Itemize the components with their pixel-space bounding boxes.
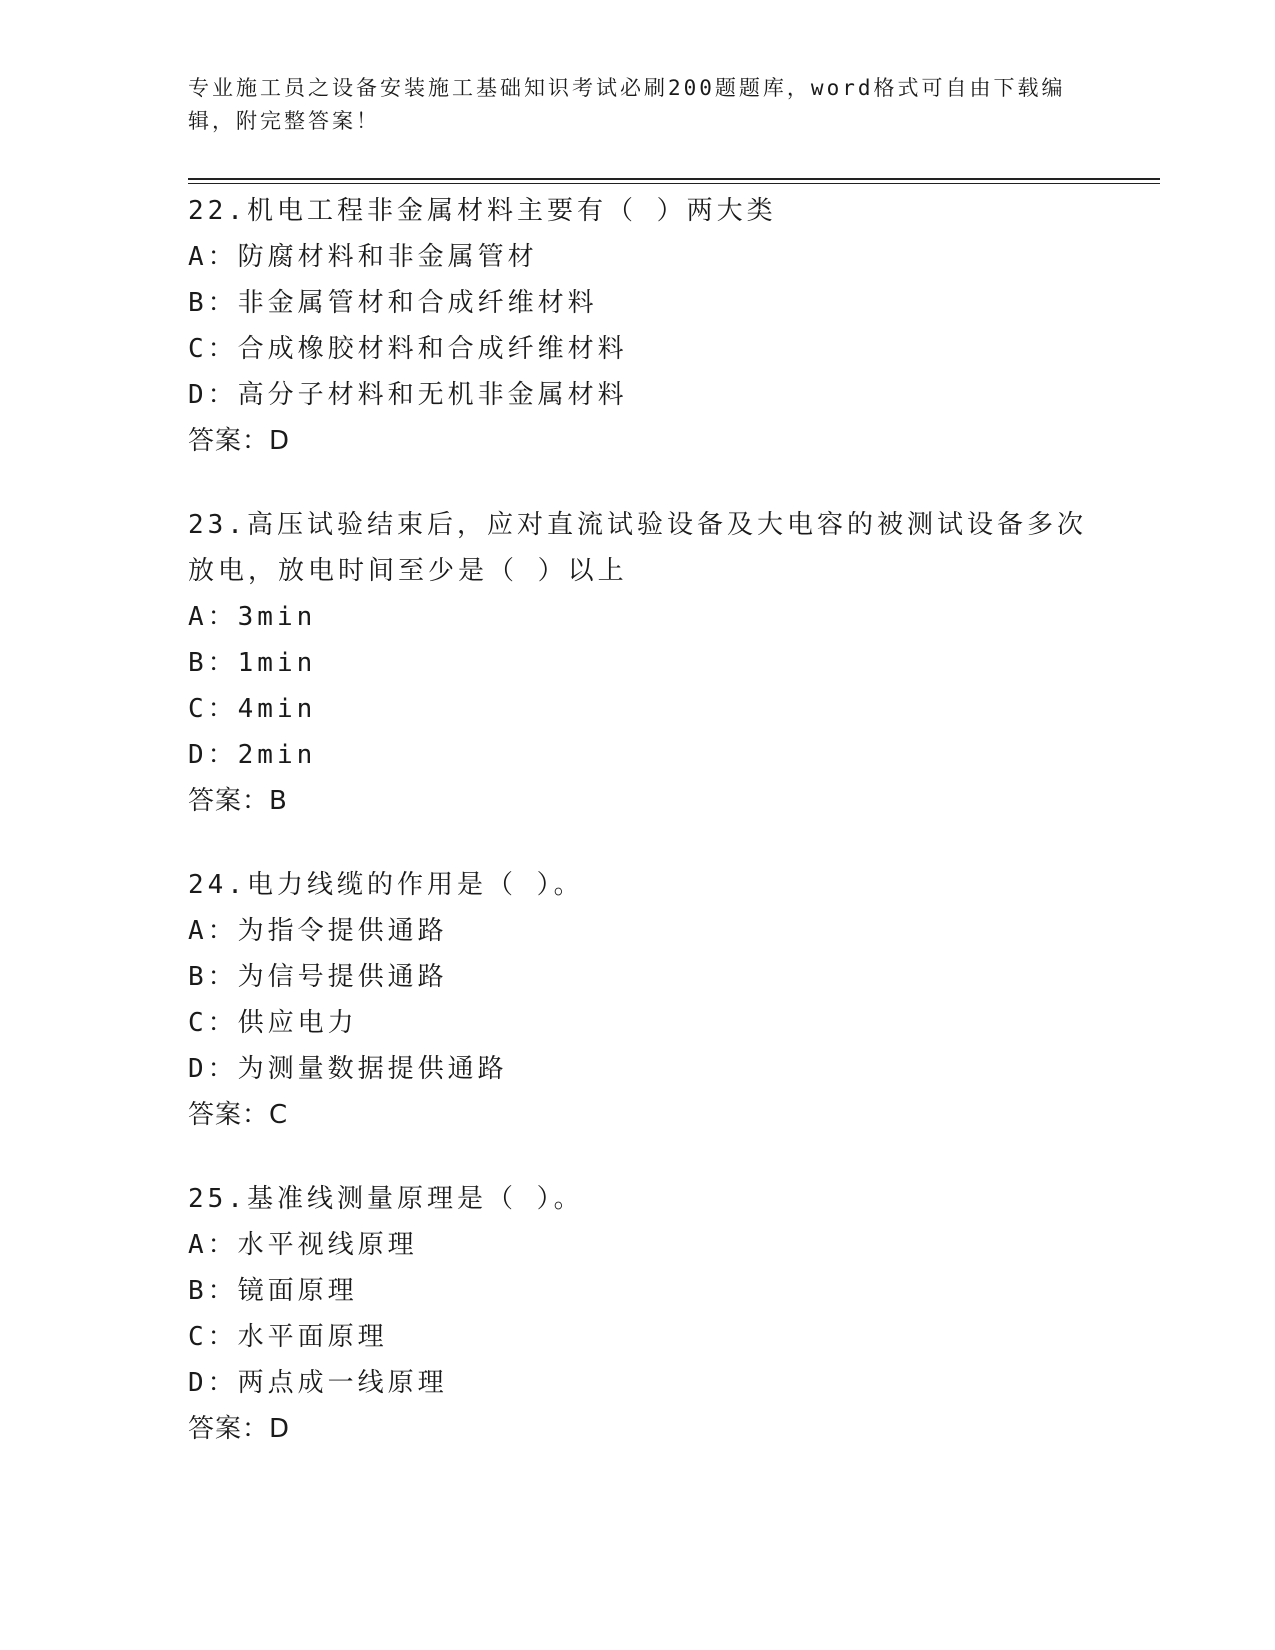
header-rule-bottom bbox=[188, 183, 1160, 184]
header-rule-top bbox=[188, 178, 1160, 180]
option-a: A：为指令提供通路 bbox=[188, 916, 448, 946]
option-c: C：4min bbox=[188, 694, 317, 724]
option-d: D：两点成一线原理 bbox=[188, 1368, 448, 1398]
option-b: B：镜面原理 bbox=[188, 1276, 358, 1306]
answer: 答案：C bbox=[188, 1100, 289, 1130]
option-d: D：为测量数据提供通路 bbox=[188, 1054, 508, 1084]
option-c: C：水平面原理 bbox=[188, 1322, 388, 1352]
option-c: C：供应电力 bbox=[188, 1008, 358, 1038]
document-intro: 专业施工员之设备安装施工基础知识考试必刷200题题库，word格式可自由下载编辑，附完整答案！ bbox=[188, 76, 1066, 133]
option-b: B：1min bbox=[188, 648, 317, 678]
answer: 答案：B bbox=[188, 786, 288, 816]
question-22 bbox=[188, 188, 1088, 464]
option-a: A：3min bbox=[188, 602, 317, 632]
answer: 答案：D bbox=[188, 426, 291, 456]
option-b: B：非金属管材和合成纤维材料 bbox=[188, 288, 598, 318]
question-25 bbox=[188, 1176, 1088, 1452]
option-a: A：防腐材料和非金属管材 bbox=[188, 242, 538, 272]
question-23 bbox=[188, 502, 1088, 824]
question-24 bbox=[188, 862, 1088, 1138]
option-a: A：水平视线原理 bbox=[188, 1230, 418, 1260]
question-stem: 22.机电工程非金属材料主要有（ ）两大类 bbox=[188, 196, 777, 226]
answer: 答案：D bbox=[188, 1414, 291, 1444]
question-stem: 24.电力线缆的作用是（ ）。 bbox=[188, 870, 584, 900]
option-b: B：为信号提供通路 bbox=[188, 962, 448, 992]
question-list bbox=[188, 188, 1088, 1490]
question-stem: 25.基准线测量原理是（ ）。 bbox=[188, 1184, 584, 1214]
option-d: D：高分子材料和无机非金属材料 bbox=[188, 380, 628, 410]
option-c: C：合成橡胶材料和合成纤维材料 bbox=[188, 334, 628, 364]
option-d: D：2min bbox=[188, 740, 317, 770]
question-stem: 23.高压试验结束后，应对直流试验设备及大电容的被测试设备多次放电，放电时间至少是（ ）以上 bbox=[188, 510, 1087, 586]
